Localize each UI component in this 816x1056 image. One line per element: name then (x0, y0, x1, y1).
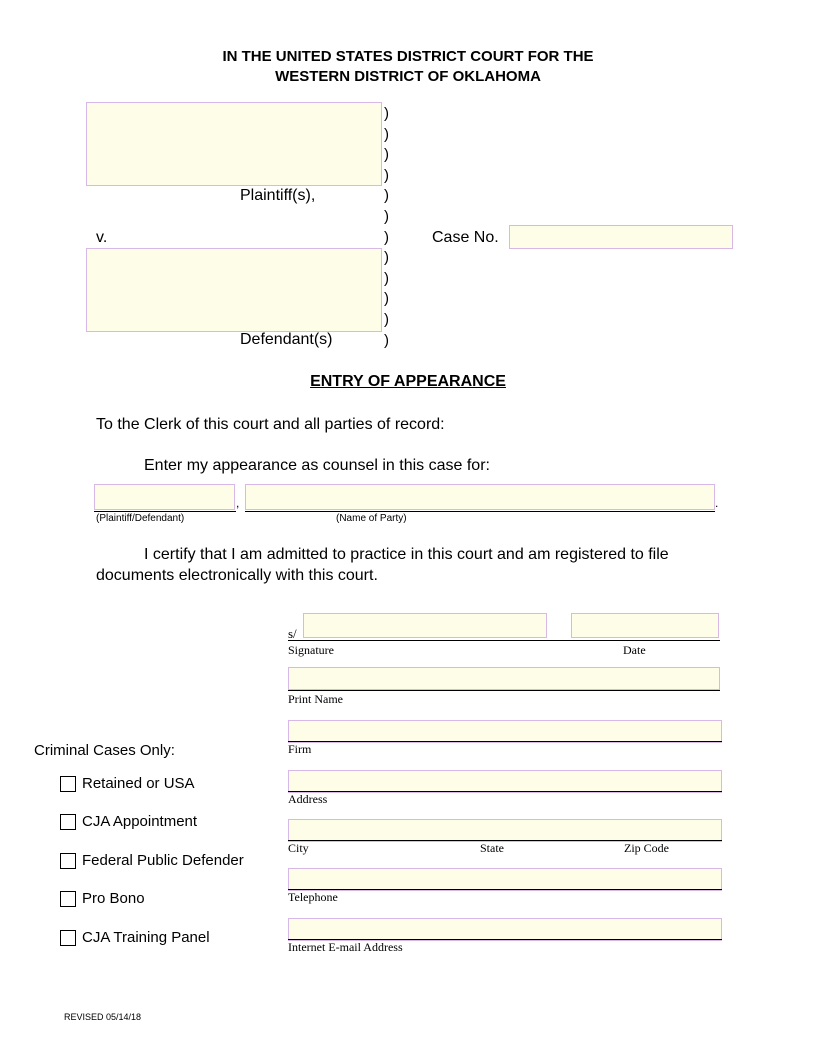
pro-bono-label: Pro Bono (82, 890, 145, 907)
party-type-caption: (Plaintiff/Defendant) (96, 513, 185, 524)
plaintiff-label: Plaintiff(s), (240, 187, 316, 204)
plaintiff-field[interactable] (86, 102, 382, 186)
case-no-field[interactable] (509, 225, 733, 249)
enter-appearance-text: Enter my appearance as counsel in this case for: (144, 457, 490, 474)
caption-paren: ) (384, 311, 389, 328)
retained-usa-checkbox[interactable] (60, 776, 76, 792)
pro-bono-checkbox[interactable] (60, 891, 76, 907)
cja-training-panel-label: CJA Training Panel (82, 929, 210, 946)
caption-paren: ) (384, 228, 389, 246)
salutation: To the Clerk of this court and all parties of record: (96, 416, 445, 433)
firm-line (288, 741, 722, 742)
firm-label: Firm (288, 742, 312, 756)
period: . (715, 496, 719, 510)
caption-paren: ) (384, 208, 389, 225)
party-type-line (94, 511, 236, 512)
signature-label: Signature (288, 643, 334, 657)
print-name-line (288, 690, 720, 691)
print-name-label: Print Name (288, 692, 343, 706)
caption-paren: ) (384, 146, 389, 164)
party-type-field[interactable] (94, 484, 235, 510)
defendant-field[interactable] (86, 248, 382, 332)
signature-line (288, 640, 720, 641)
cja-appointment-label: CJA Appointment (82, 813, 198, 830)
case-no-label: Case No. (432, 229, 499, 246)
city-state-zip-field[interactable] (288, 819, 722, 842)
certify-line-2: documents electronically with this court. (96, 567, 378, 584)
caption-paren: ) (384, 269, 389, 287)
retained-usa-label: Retained or USA (82, 775, 195, 792)
email-label: Internet E-mail Address (288, 940, 403, 954)
caption-paren: ) (384, 290, 389, 308)
date-field[interactable] (571, 613, 719, 638)
caption-paren: ) (384, 187, 389, 205)
date-label: Date (623, 643, 646, 657)
firm-field[interactable] (288, 720, 722, 743)
court-title-line-2: WESTERN DISTRICT OF OKLAHOMA (275, 68, 541, 85)
revised-date: REVISED 05/14/18 (64, 1012, 142, 1022)
criminal-cases-heading: Criminal Cases Only: (34, 742, 175, 759)
caption-paren: ) (384, 331, 389, 349)
cja-training-panel-checkbox[interactable] (60, 930, 76, 946)
print-name-field[interactable] (288, 667, 720, 690)
caption-paren: ) (384, 125, 389, 143)
caption-paren: ) (384, 166, 389, 184)
state-label: State (480, 841, 504, 855)
versus-label: v. (96, 229, 108, 246)
city-label: City (288, 841, 309, 855)
address-field[interactable] (288, 770, 722, 793)
telephone-label: Telephone (288, 890, 338, 904)
email-field[interactable] (288, 918, 722, 941)
federal-public-defender-label: Federal Public Defender (82, 852, 244, 869)
caption-paren: ) (384, 105, 389, 122)
address-line (288, 791, 722, 792)
comma: , (236, 496, 240, 510)
federal-public-defender-checkbox[interactable] (60, 853, 76, 869)
signature-prefix: s/ (288, 626, 297, 641)
party-name-line (245, 511, 715, 512)
address-label: Address (288, 792, 328, 806)
signature-field[interactable] (303, 613, 547, 638)
court-title-line-1: IN THE UNITED STATES DISTRICT COURT FOR THE (222, 48, 594, 65)
certify-line-1: I certify that I am admitted to practice in this court and am registered to file (144, 546, 669, 563)
cja-appointment-checkbox[interactable] (60, 814, 76, 830)
form-title: ENTRY OF APPEARANCE (310, 373, 506, 390)
defendant-label: Defendant(s) (240, 331, 333, 348)
caption-paren: ) (384, 249, 389, 267)
party-name-field[interactable] (245, 484, 715, 510)
party-name-caption: (Name of Party) (336, 513, 407, 524)
zip-code-label: Zip Code (624, 841, 669, 855)
telephone-field[interactable] (288, 868, 722, 891)
telephone-line (288, 889, 722, 890)
